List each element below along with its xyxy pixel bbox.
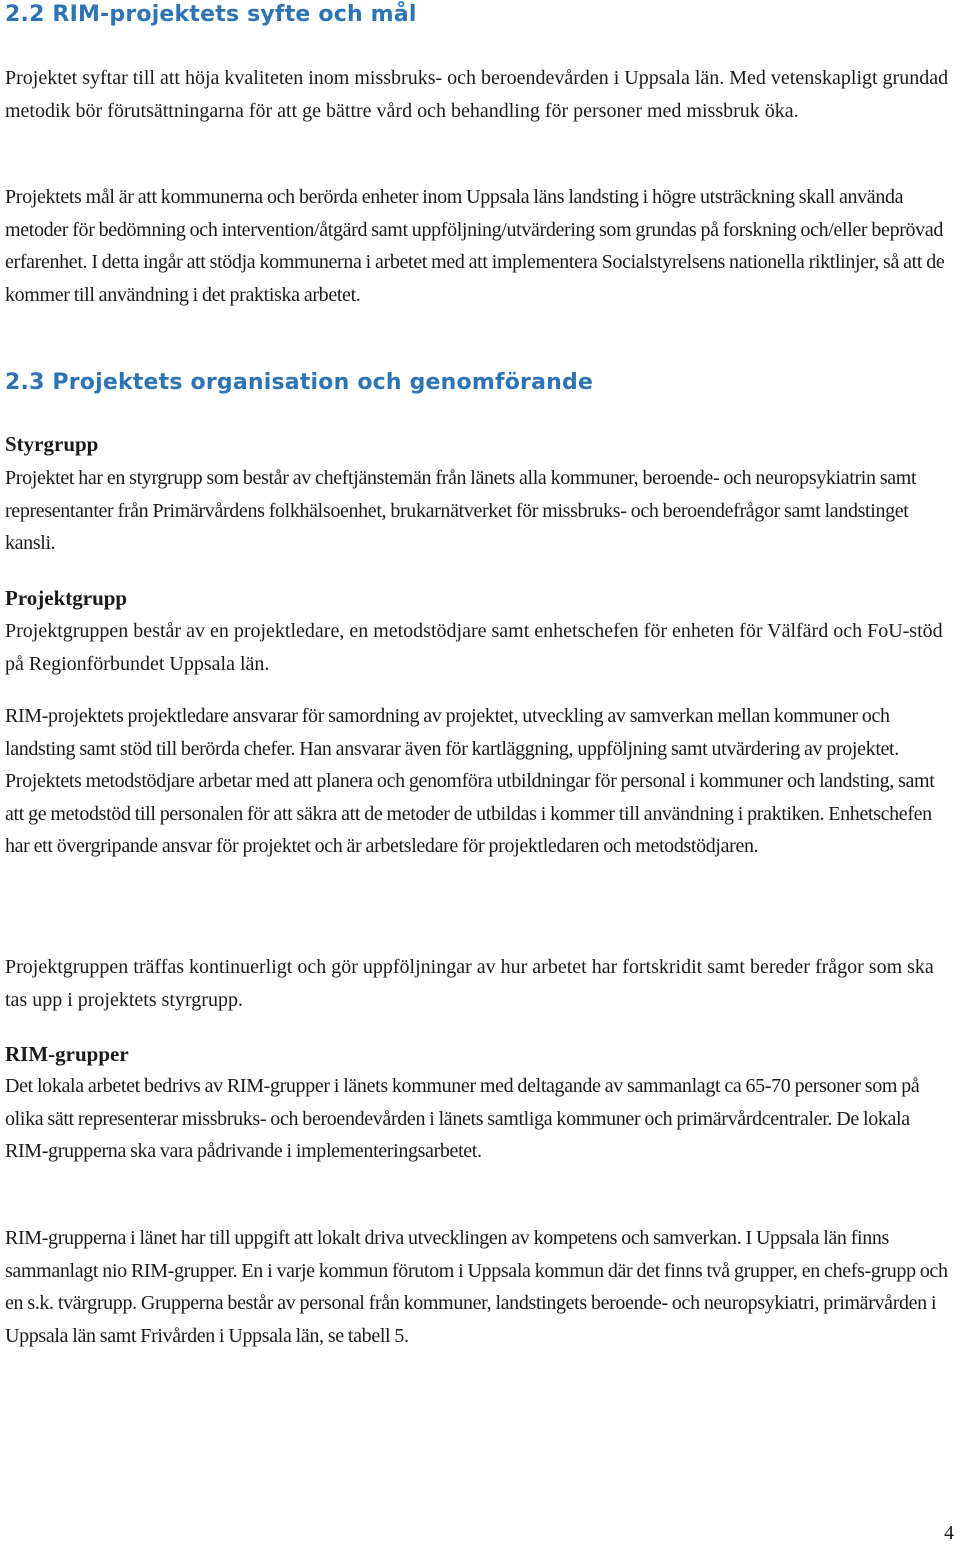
paragraph-projektgrupp-1: Projektgruppen består av en projektledare, en metodstödjare samt enhetschefen för enheten för Välfärd och FoU-stöd på Regionförbundet Uppsala län.	[5, 620, 943, 675]
subheading-rim-grupper: RIM-grupper	[5, 1042, 129, 1066]
paragraph-rim-grupper-2: RIM-grupperna i länet har till uppgift att lokalt driva utvecklingen av kompetens och samverkan. I Uppsala län finns sammanlagt nio RIM-grupper. En i varje kommun förutom i Uppsala kommun där det finns två grupper, en chefs-grupp och en s.k. tvärgrupp. Grupperna består av personal från kommuner, landstingets beroende- och neuropsykiatri, primärvården i Uppsala län samt Frivården i Uppsala län, se tabell 5.	[5, 1227, 948, 1347]
paragraph-projektgrupp-3: Projektgruppen träffas kontinuerligt och gör uppföljningar av hur arbetet har fortskridit samt bereder frågor som ska tas upp i projektets styrgrupp.	[5, 956, 934, 1011]
section-heading-2-3: 2.3 Projektets organisation och genomförande	[5, 370, 594, 395]
subheading-styrgrupp: Styrgrupp	[5, 432, 99, 456]
page-number: 4	[944, 1522, 954, 1544]
paragraph-rim-grupper-1: Det lokala arbetet bedrivs av RIM-grupper i länets kommuner med deltagande av sammanlagt ca 65-70 personer som på olika sätt representerar missbruks- och beroendevården i länets samtliga kommuner och primärvårdcentraler. De lokala RIM-grupperna ska vara pådrivande i implementeringsarbetet.	[5, 1075, 920, 1162]
paragraph-projektgrupp-2: RIM-projektets projektledare ansvarar för samordning av projektet, utveckling av samverkan mellan kommuner och landsting samt stöd till berörda chefer. Han ansvarar även för kartläggning, uppföljning samt utvärdering av projektet. Projektets metodstödjare arbetar med att planera och genomföra utbildningar för personal i kommuner och landsting, samt att ge metodstöd till personalen för att säkra att de metoder de utbildas i kommer till användning i praktiken. Enhetschefen har ett övergripande ansvar för projektet och är arbetsledare för projektledaren och metodstödjaren.	[5, 705, 935, 857]
paragraph-syfte: Projektet syftar till att höja kvaliteten inom missbruks- och beroendevården i Uppsala län. Med vetenskapligt grundad metodik bör förutsättningarna för att ge bättre vård och behandling för personer med missbruk öka.	[5, 67, 949, 122]
paragraph-mal: Projektets mål är att kommunerna och berörda enheter inom Uppsala läns landsting i högre utsträckning skall använda metoder för bedömning och intervention/åtgärd samt uppföljning/utvärdering som grundas på forskning och/eller beprövad erfarenhet. I detta ingår att stödja kommunerna i arbetet med att implementera Socialstyrelsens nationella riktlinjer, så att de kommer till användning i det praktiska arbetet.	[5, 186, 945, 306]
section-heading-2-2: 2.2 RIM-projektets syfte och mål	[5, 2, 417, 27]
paragraph-styrgrupp: Projektet har en styrgrupp som består av cheftjänstemän från länets alla kommuner, beroende- och neuropsykiatrin samt representanter från Primärvårdens folkhälsoenhet, brukarnätverket för missbruks- och beroendefrågor samt landstinget kansli.	[5, 467, 917, 554]
subheading-projektgrupp: Projektgrupp	[5, 586, 128, 610]
